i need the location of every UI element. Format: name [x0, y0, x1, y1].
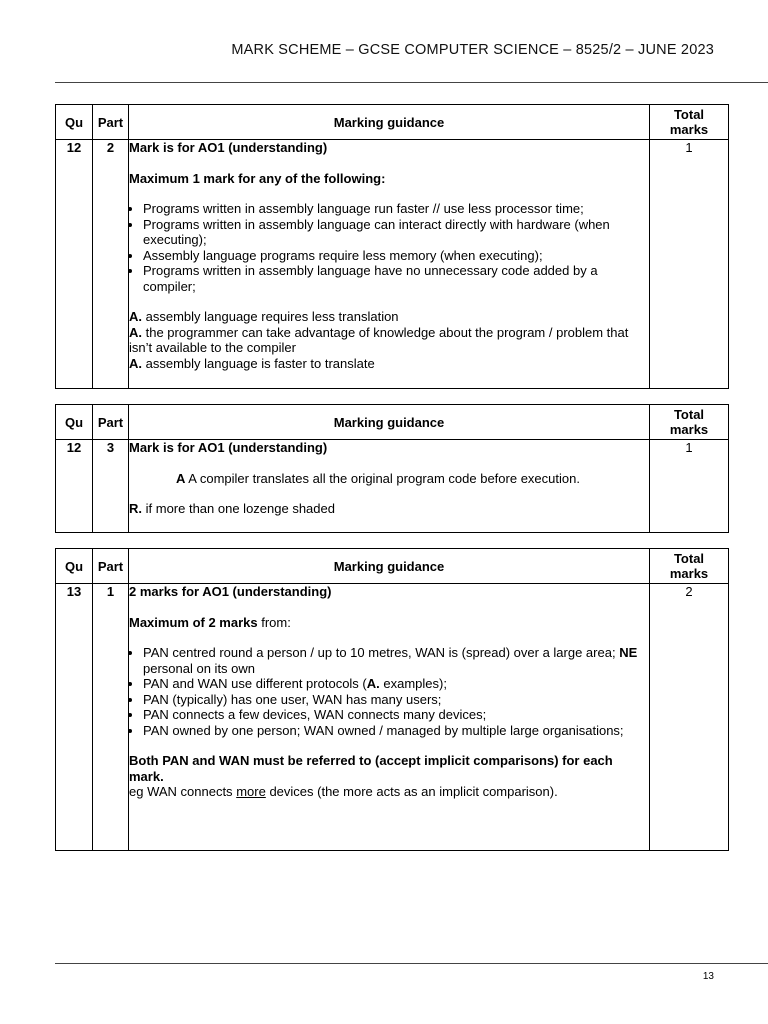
page-header-title: MARK SCHEME – GCSE COMPUTER SCIENCE – 8525/2 – JUNE 2023 — [231, 42, 714, 58]
maximum-marks-line: Maximum 1 mark for any of the following: — [129, 170, 386, 186]
example-note: eg WAN connects more devices (the more acts as an implicit comparison). — [129, 784, 558, 799]
header-qu: Qu — [56, 105, 93, 140]
question-number: 13 — [56, 584, 93, 851]
question-number: 12 — [56, 440, 93, 533]
table-header-row — [56, 105, 729, 140]
table-row — [56, 440, 729, 533]
total-marks: 2 — [650, 584, 729, 851]
list-item: • Programs written in assembly language can interact directly with hardware (when executing); — [143, 217, 649, 248]
page-number: 13 — [702, 971, 714, 982]
guidance-heading: Mark is for AO1 (understanding) — [129, 440, 328, 455]
header-part: Part — [93, 105, 129, 140]
table-row — [56, 140, 729, 389]
list-item: • Programs written in assembly language have no unnecessary code added by a compiler; — [143, 263, 649, 294]
accept-note: A. assembly language is faster to translate — [129, 355, 375, 371]
requirement-note: Both PAN and WAN must be referred to (accept implicit comparisons) for each mark. — [129, 753, 613, 784]
table-row — [56, 584, 729, 851]
total-marks: 1 — [650, 440, 729, 533]
mark-table-q12-3 — [55, 404, 729, 533]
accept-note: A. assembly language requires less translation — [129, 309, 399, 324]
header-rule — [55, 82, 768, 83]
list-item: • PAN connects a few devices, WAN connects many devices; — [143, 707, 649, 723]
footer-rule — [55, 963, 768, 964]
list-item: • Assembly language programs require less memory (when executing); — [143, 248, 649, 264]
correct-answer: A A compiler translates all the original program code before execution. — [176, 470, 580, 486]
marking-guidance-cell — [129, 440, 650, 533]
mark-points-list — [129, 645, 649, 738]
question-number: 12 — [56, 140, 93, 389]
header-total-marks: Total marks — [650, 105, 729, 140]
marking-guidance-cell — [129, 584, 650, 851]
mark-table-q13-1 — [55, 548, 729, 851]
list-item: • PAN and WAN use different protocols (A. examples); — [143, 676, 649, 692]
maximum-marks-line: Maximum of 2 marks from: — [129, 614, 291, 630]
mark-points-list — [129, 201, 649, 294]
header-part: Part — [93, 549, 129, 584]
accept-notes — [129, 309, 649, 371]
header-marking-guidance: Marking guidance — [129, 405, 650, 440]
header-marking-guidance: Marking guidance — [129, 549, 650, 584]
header-qu: Qu — [56, 549, 93, 584]
table-header-row — [56, 405, 729, 440]
table-header-row — [56, 549, 729, 584]
header-marking-guidance: Marking guidance — [129, 105, 650, 140]
guidance-heading: 2 marks for AO1 (understanding) — [129, 584, 332, 599]
part-number: 3 — [93, 440, 129, 533]
part-number: 1 — [93, 584, 129, 851]
marking-guidance-cell — [129, 140, 650, 389]
guidance-heading: Mark is for AO1 (understanding) — [129, 140, 328, 155]
list-item: • PAN owned by one person; WAN owned / managed by multiple large organisations; — [143, 723, 649, 739]
list-item: • PAN centred round a person / up to 10 metres, WAN is (spread) over a large area; NE personal on its own — [143, 645, 649, 676]
header-total-marks: Total marks — [650, 405, 729, 440]
header-part: Part — [93, 405, 129, 440]
mark-table-q12-2 — [55, 104, 729, 389]
reject-note: R. if more than one lozenge shaded — [129, 501, 335, 516]
header-total-marks: Total marks — [650, 549, 729, 584]
part-number: 2 — [93, 140, 129, 389]
list-item: • PAN (typically) has one user, WAN has many users; — [143, 692, 649, 708]
total-marks: 1 — [650, 140, 729, 389]
accept-note: A. the programmer can take advantage of knowledge about the program / problem that isn’t available to the compiler — [129, 324, 629, 355]
list-item: • Programs written in assembly language run faster // use less processor time; — [143, 201, 649, 217]
header-qu: Qu — [56, 405, 93, 440]
